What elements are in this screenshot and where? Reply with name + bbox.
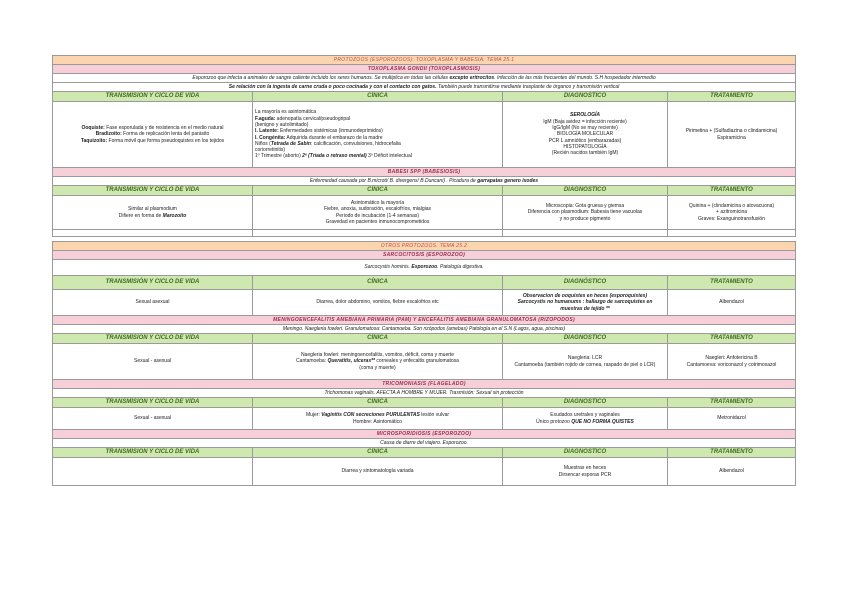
microsporidiosis-description: Causa de diarre del viajero. Esporozoo. — [53, 439, 796, 448]
babesia-tratamiento-cell: Quinina + (clindamicina o atovacuona) + azitromicina Graves: Exanguinotransfusión — [668, 196, 796, 230]
column-header-row — [53, 334, 796, 344]
babesia-clinica-cell: Asintomático la mayoría Fiebre, anoxia, sudoración, escalofríos, mialgias Periodo de incubación (1-4 semanas) Gravedad en pacientes inmunocomprometidos — [253, 196, 503, 230]
column-header-row — [53, 276, 796, 290]
column-header-row — [53, 186, 796, 196]
description-row — [53, 439, 796, 448]
protozoa-table — [52, 55, 796, 486]
section-title-row — [53, 242, 796, 251]
header-transmission: TRANSMISIÓN Y CICLO DE VIDA — [53, 92, 253, 102]
sarcocitosis-row — [53, 290, 796, 316]
description-row — [53, 260, 796, 276]
header-diagnostico: DIAGNÓSTICO — [503, 92, 668, 102]
microsporidiosis-row — [53, 458, 796, 486]
tricomoniasis-title: TRICOMONIASIS (FLAGELADO) — [53, 380, 796, 389]
babesia-description: Enfermedad causada por B.microti/ B. divergens/ B.Duncani) . Picadura de garrapatas genero ixodes — [53, 177, 796, 186]
micro-transmission-cell — [53, 458, 253, 486]
trico-diagnostico-cell: Exudados uretrales y vaginales Único protozoo QUE NO FORMA QUISTES — [503, 408, 668, 430]
toxoplasma-title: TOXOPLASMA GONDII (TOXOPLASMOSIS) — [53, 65, 796, 74]
header-clinica: CÍNICA — [253, 92, 503, 102]
sarcocitosis-title: SARCOCITOSIS (ESPOROZOO) — [53, 251, 796, 260]
description-row — [53, 389, 796, 398]
blank-row — [53, 230, 796, 237]
toxoplasma-transmission: Se relación con la ingesta de carne cruda o poco cocinada y con el contacto con gatos. También puede transmitirse mediante trasplante de órganos y transmisión vertical — [53, 83, 796, 92]
header-transmission: TRANSMISIÓN Y CICLO DE VIDA — [53, 448, 253, 458]
disease-title-row — [53, 65, 796, 74]
disease-title-row — [53, 168, 796, 177]
babesia-row — [53, 196, 796, 230]
header-tratamiento: TRATAMIENTO — [668, 276, 796, 290]
header-diagnostico: DIAGNÓSTICO — [503, 398, 668, 408]
header-clinica: CÍNICA — [253, 334, 503, 344]
header-diagnostico: DIAGNÓSTICO — [503, 276, 668, 290]
meningoencefalitis-row — [53, 344, 796, 380]
header-transmission: TRANSMISIÓN Y CICLO DE VIDA — [53, 186, 253, 196]
menin-transmission-cell: Sexual - asexual — [53, 344, 253, 380]
header-transmission: TRANSMISIÓN Y CICLO DE VIDA — [53, 276, 253, 290]
toxo-transmission-cell: Ooquiste: Fase esporulada y de resistencia en el medio natural Bradizoito: Forma de replicación lenta del parásito Taquizoito: Forma móvil que forma pseudoquistes en los tejidos — [53, 102, 253, 168]
toxo-clinica-cell: La mayoría es asintomática F.aguda: adenopatía cervical/pseudogripal (benigno y autolimitado) I. Latente: Enfermedades sistémicas (inmunodeprimidos) I. Congénita: Adquirida durante el embarazo de la madre Niños (Tetrada de Sabin: calcificación, convulsiones, hidrocefalia coriorretinitis) 1º Trimestre (aborto) 2º (Triada o retraso mental) 3º Déficit intelectual — [253, 102, 503, 168]
microsporidiosis-title: MICROSPORIDIOSIS (ESPOROZOO) — [53, 430, 796, 439]
trico-clinica-cell: Mujer: Vaginitis CON secreciones PURULENTAS lesión vulvar Hombre: Asintomático — [253, 408, 503, 430]
header-tratamiento: TRATAMIENTO — [668, 334, 796, 344]
header-transmission: TRANSMISIÓN Y CICLO DE VIDA — [53, 398, 253, 408]
sarco-tratamiento-cell: Albendazol — [668, 290, 796, 316]
disease-title-row — [53, 430, 796, 439]
description-row — [53, 74, 796, 83]
header-diagnostico: DIAGNÓSTICO — [503, 186, 668, 196]
disease-title-row — [53, 251, 796, 260]
header-clinica: CÍNICA — [253, 186, 503, 196]
sarco-diagnostico-cell: Observacion de ooquistes en heces (esporoquistes) Sarcocystis no humanums : hallazgo de sarcoquistes en muestras de tejido ** — [503, 290, 668, 316]
tricomoniasis-description: Trichomonas vaginalis. AFECTA A HOMBRE Y MUJER. Trasmisión: Sexual sin protección — [53, 389, 796, 398]
description-row — [53, 83, 796, 92]
column-header-row — [53, 398, 796, 408]
header-tratamiento: TRATAMIENTO — [668, 398, 796, 408]
description-row — [53, 177, 796, 186]
babesia-transmission-cell: Similar al plasmodium Difiere en forma de Marozoito — [53, 196, 253, 230]
micro-tratamiento-cell: Albendazol — [668, 458, 796, 486]
menin-diagnostico-cell: Naegleria: LCR Cantamoeba (también rojido de cornea, raspado de piel o LCR) — [503, 344, 668, 380]
disease-title-row — [53, 316, 796, 325]
header-clinica: CÍNICA — [253, 276, 503, 290]
document-page — [52, 55, 795, 486]
trico-tratamiento-cell: Metronidazol — [668, 408, 796, 430]
toxoplasma-description: Esporozoo que infecta a animales de sangre caliente incluido los seres humanos. Se multiplica en todas las células excepto eritrocitos. Infección de las más frecuentes del mundo. S.H hospedador intermedio — [53, 74, 796, 83]
sarco-transmission-cell: Sexual asexual — [53, 290, 253, 316]
disease-title-row — [53, 380, 796, 389]
toxoplasma-row — [53, 102, 796, 168]
trico-transmission-cell: Sexual - asexual — [53, 408, 253, 430]
header-tratamiento: TRATAMIENTO — [668, 448, 796, 458]
header-tratamiento: TRATAMIENTO — [668, 186, 796, 196]
header-clinica: CÍNICA — [253, 448, 503, 458]
header-clinica: CÍNICA — [253, 398, 503, 408]
tricomoniasis-row — [53, 408, 796, 430]
column-header-row — [53, 448, 796, 458]
column-header-row — [53, 92, 796, 102]
micro-clinica-cell: Diarrea y sintomatología variada — [253, 458, 503, 486]
toxo-tratamiento-cell: Pirimetina + (Sulfadiazina o clindamicina) Espiramicina — [668, 102, 796, 168]
header-transmission: TRANSMISIÓN Y CICLO DE VIDA — [53, 334, 253, 344]
description-row — [53, 325, 796, 334]
header-tratamiento: TRATAMIENTO — [668, 92, 796, 102]
babesia-diagnostico-cell: Microscopia: Gota gruesa y giemsa Diferencia con plasmodium: Babesia tiene vacuolas y no produce pigmento — [503, 196, 668, 230]
menin-clinica-cell: Naegleria fowleri: meningoencefalitis, vomitos, déficit, coma y muerte Cantamoeba: Queratitis, ulceras** corneales y enfecaltis granulomatosa (coma y muerte) — [253, 344, 503, 380]
babesia-title: BABESI SPP (BABESIOSIS) — [53, 168, 796, 177]
menin-tratamiento-cell: Naegleri: Anfotericina B Cantamoeva: voriconazol y cotrimoxazol — [668, 344, 796, 380]
toxo-diagnostico-cell: SEROLOGÍA IgM (Baja avidez = infección reciente) IgG/IgM (No se muy reciente) BIOLOGÍA MOLECULAR PCR L.amniótico (embarazadas) HISTOPATOLOGÍA (Recién nacidos también IgM) — [503, 102, 668, 168]
header-diagnostico: DIAGNÓSTICO — [503, 448, 668, 458]
section-title: OTROS PROTOZOOS. TEMA 25.2 — [53, 242, 796, 251]
section-title-row — [53, 56, 796, 65]
section-title: PROTOZOOS (ESPOROZOOS): TOXOPLASMA Y BABESIA. TEMA 25.1 — [53, 56, 796, 65]
micro-diagnostico-cell: Muestras en heces Dirsencar esporas PCR — [503, 458, 668, 486]
meningoencefalitis-title: MENINGOENCEFALITIS AMEBIANA PRIMARIA (PAM) Y ENCEFALITIS AMEBIANA GRANULOMATOSA (RIZOPODOS) — [53, 316, 796, 325]
meningoencefalitis-description: Meningo. Naegleria fowleri. Granulomatosa: Cantamoeba. Son rizópodos (amebas) Patología en el S.N (Lagos, agua, piscinas) — [53, 325, 796, 334]
sarco-clinica-cell: Diarrea, dolor abdomino, vomitos, fiebre escalofrios etc — [253, 290, 503, 316]
sarcocitosis-description: Sarcocystis hominis. Esporozoo. Patología digestiva. — [53, 260, 796, 276]
header-diagnostico: DIAGNÓSTICO — [503, 334, 668, 344]
